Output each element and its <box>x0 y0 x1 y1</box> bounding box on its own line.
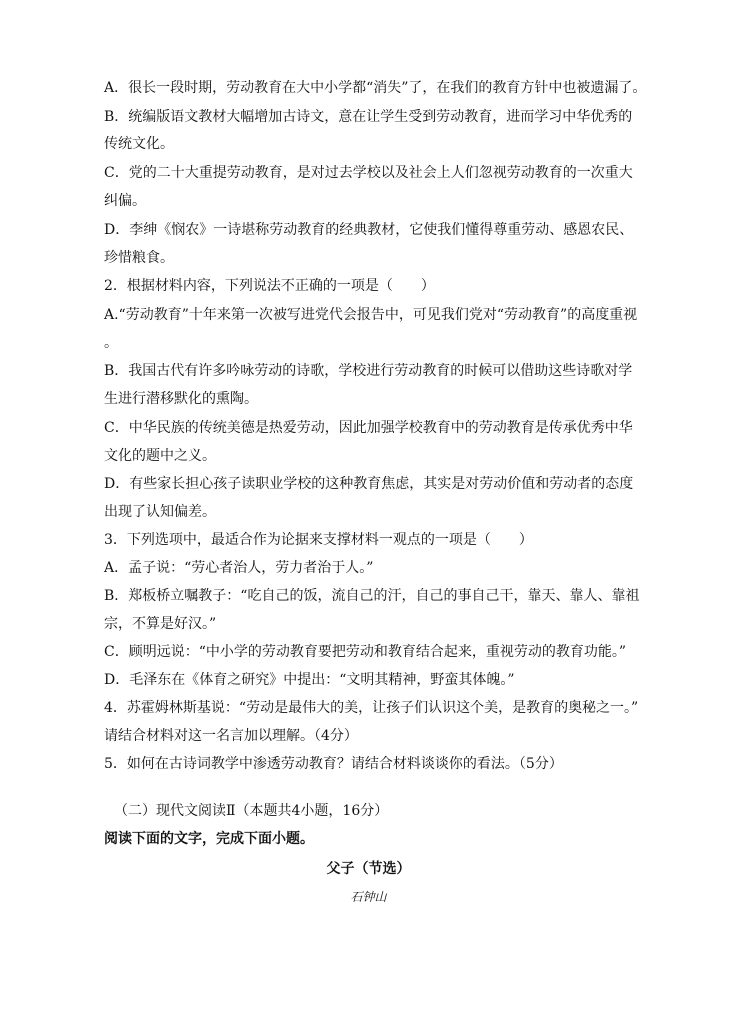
q2-option-d: D．有些家长担心孩子读职业学校的这种教育焦虑，其实是对劳动价值和劳动者的态度 <box>104 476 634 492</box>
q2-option-c: C．中华民族的传统美德是热爱劳动，因此加强学校教育中的劳动教育是传承优秀中华 <box>104 420 633 436</box>
option-d-cont: 珍惜粮食。 <box>104 250 174 266</box>
question-4: 4．苏霍姆林斯基说：“劳动是最伟大的美，让孩子们认识这个美，是教育的奥秘之一。” <box>104 700 639 716</box>
q3-option-c: C．顾明远说：“中小学的劳动教育要把劳动和教育结合起来，重视劳动的教育功能。” <box>104 644 627 660</box>
option-c-line: C．党的二十大重提劳动教育，是对过去学校以及社会上人们忽视劳动教育的一次重大 <box>104 165 633 181</box>
article-title: 父子（节选） <box>326 861 411 877</box>
question-2: 2．根据材料内容，下列说法不正确的一项是（ ） <box>104 278 435 294</box>
q2-option-d-cont: 出现了认知偏差。 <box>104 504 216 520</box>
question-3: 3．下列选项中，最适合作为论据来支撑材料一观点的一项是（ ） <box>104 532 533 548</box>
question-4-cont: 请结合材料对这一名言加以理解。（4分） <box>104 728 358 744</box>
question-5: 5．如何在古诗词教学中渗透劳动教育？请结合材料谈谈你的看法。（5分） <box>104 756 563 772</box>
q2-option-b-cont: 生进行潜移默化的熏陶。 <box>104 391 258 407</box>
option-b-cont: 传统文化。 <box>104 136 174 152</box>
option-a-line: A．很长一段时期，劳动教育在大中小学都“消失”了，在我们的教育方针中也被遗漏了。 <box>104 80 647 96</box>
q3-option-b-cont: 宗，不算是好汉。” <box>104 616 217 632</box>
q2-option-a-cont: 。 <box>104 335 118 351</box>
q2-option-c-cont: 文化的题中之义。 <box>104 448 216 464</box>
article-author: 石钟山 <box>350 890 387 904</box>
reading-instruction: 阅读下面的文字，完成下面小题。 <box>104 831 314 847</box>
option-c-cont: 纠偏。 <box>104 193 146 209</box>
q3-option-b: B．郑板桥立嘱教子：“吃自己的饭，流自己的汗，自己的事自己干，靠天、靠人、靠祖 <box>104 588 640 604</box>
option-b-line: B．统编版语文教材大幅增加古诗文，意在让学生受到劳动教育，进而学习中华优秀的 <box>104 109 633 125</box>
section-heading: （二）现代文阅读Ⅱ（本题共4小题，16分） <box>114 803 389 819</box>
q2-option-b: B．我国古代有许多吟咏劳动的诗歌，学校进行劳动教育的时候可以借助这些诗歌对学 <box>104 363 633 379</box>
q3-option-d: D．毛泽东在《体育之研究》中提出：“文明其精神，野蛮其体魄。” <box>104 672 515 688</box>
q2-option-a: A.“劳动教育”十年来第一次被写进党代会报告中，可见我们党对“劳动教育”的高度重视 <box>104 307 638 323</box>
q3-option-a: A．孟子说：“劳心者治人，劳力者治于人。” <box>104 560 374 576</box>
option-d-line: D．李绅《悯农》一诗堪称劳动教育的经典教材，它使我们懂得尊重劳动、感恩农民、 <box>104 222 634 238</box>
